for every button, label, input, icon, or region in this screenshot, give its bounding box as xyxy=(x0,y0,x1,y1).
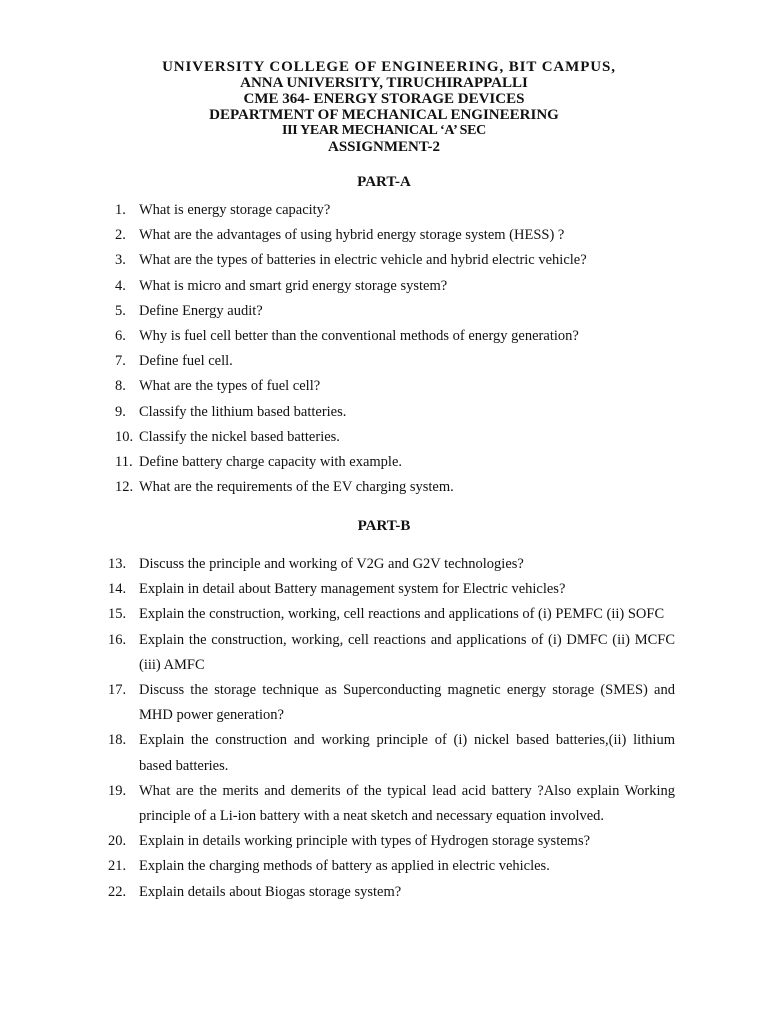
question-text: Define battery charge capacity with example. xyxy=(139,453,403,470)
department-name: DEPARTMENT OF MECHANICAL ENGINEERING xyxy=(209,107,559,123)
part-b-question-list xyxy=(108,552,675,905)
university-name: UNIVERSITY COLLEGE OF ENGINEERING, BIT CAMPUS, xyxy=(162,59,616,75)
question-number: 11. xyxy=(115,453,133,470)
question-text: Discuss the storage technique as Superconducting magnetic energy storage (SMES) and MHD power generation? xyxy=(139,682,675,724)
question-number: 4. xyxy=(115,277,126,294)
question-item xyxy=(113,201,675,226)
year-section: III YEAR MECHANICAL ‘A’ SEC xyxy=(282,123,486,138)
question-number: 22. xyxy=(108,883,127,900)
question-number: 18. xyxy=(108,732,127,749)
question-number: 1. xyxy=(115,202,126,218)
question-item xyxy=(113,428,675,453)
question-text: Explain details about Biogas storage system? xyxy=(139,883,402,900)
question-text: What are the merits and demerits of the typical lead acid battery ?Also explain Working principle of a Li-ion battery with a neat sketch and necessary equation involved. xyxy=(139,782,675,825)
question-text: Explain the construction, working, cell reactions and applications of (i) PEMFC (ii) SOFC xyxy=(139,606,665,623)
question-number: 9. xyxy=(115,403,126,420)
question-text: What is micro and smart grid energy storage system? xyxy=(139,277,448,294)
part-a-heading: PART-A xyxy=(357,174,411,190)
question-text: What are the types of fuel cell? xyxy=(139,378,321,395)
question-item xyxy=(108,854,675,879)
question-item xyxy=(108,779,675,829)
question-text: Classify the lithium based batteries. xyxy=(139,403,347,420)
question-text: What is energy storage capacity? xyxy=(139,202,331,218)
question-number: 15. xyxy=(108,606,127,623)
question-number: 19. xyxy=(108,782,127,799)
question-item xyxy=(113,277,675,302)
question-text: Define fuel cell. xyxy=(139,353,233,370)
question-item xyxy=(113,377,675,402)
question-text: Define Energy audit? xyxy=(139,302,263,319)
question-number: 21. xyxy=(108,858,127,875)
part-a-question-list xyxy=(113,201,675,503)
question-item xyxy=(113,403,675,428)
document-header xyxy=(0,59,768,155)
question-item xyxy=(113,251,675,276)
question-text: Explain the construction and working principle of (i) nickel based batteries,(ii) lithium based batteries. xyxy=(139,732,675,774)
question-item xyxy=(108,577,675,602)
question-item xyxy=(108,728,675,778)
question-number: 8. xyxy=(115,378,126,395)
part-b-heading: PART-B xyxy=(357,518,411,534)
question-number: 20. xyxy=(108,833,127,850)
course-title: CME 364- ENERGY STORAGE DEVICES xyxy=(243,91,525,107)
question-text: Explain the construction, working, cell reactions and applications of (i) DMFC (ii) MCFC (iii) AMFC xyxy=(139,631,675,673)
question-text: Why is fuel cell better than the conventional methods of energy generation? xyxy=(139,327,579,344)
question-text: What are the requirements of the EV charging system. xyxy=(139,479,454,496)
question-item xyxy=(108,602,675,627)
question-text: Explain in detail about Battery management system for Electric vehicles? xyxy=(139,581,566,598)
question-item xyxy=(108,628,675,678)
question-item xyxy=(113,327,675,352)
question-number: 7. xyxy=(115,353,126,370)
question-number: 13. xyxy=(108,556,127,572)
question-item xyxy=(108,552,675,577)
question-number: 5. xyxy=(115,302,126,319)
question-number: 12. xyxy=(115,479,134,496)
university-location: ANNA UNIVERSITY, TIRUCHIRAPPALLI xyxy=(240,75,528,91)
question-item xyxy=(108,829,675,854)
question-item xyxy=(113,352,675,377)
question-number: 17. xyxy=(108,682,127,699)
question-text: Explain the charging methods of battery as applied in electric vehicles. xyxy=(139,858,550,875)
question-number: 2. xyxy=(115,227,126,244)
question-number: 3. xyxy=(115,252,126,269)
question-number: 14. xyxy=(108,581,127,598)
question-item xyxy=(108,880,675,905)
assignment-title: ASSIGNMENT-2 xyxy=(328,139,440,155)
question-number: 16. xyxy=(108,631,127,648)
question-item xyxy=(113,302,675,327)
question-text: Classify the nickel based batteries. xyxy=(139,428,340,445)
question-text: Explain in details working principle with types of Hydrogen storage systems? xyxy=(139,833,591,850)
question-item xyxy=(108,678,675,728)
question-item xyxy=(113,478,675,503)
question-number: 10. xyxy=(115,428,134,445)
question-text: Discuss the principle and working of V2G and G2V technologies? xyxy=(139,556,524,572)
question-text: What are the types of batteries in electric vehicle and hybrid electric vehicle? xyxy=(139,252,587,269)
question-item xyxy=(113,453,675,478)
question-text: What are the advantages of using hybrid energy storage system (HESS) ? xyxy=(139,227,565,244)
question-number: 6. xyxy=(115,327,126,344)
question-item xyxy=(113,226,675,251)
